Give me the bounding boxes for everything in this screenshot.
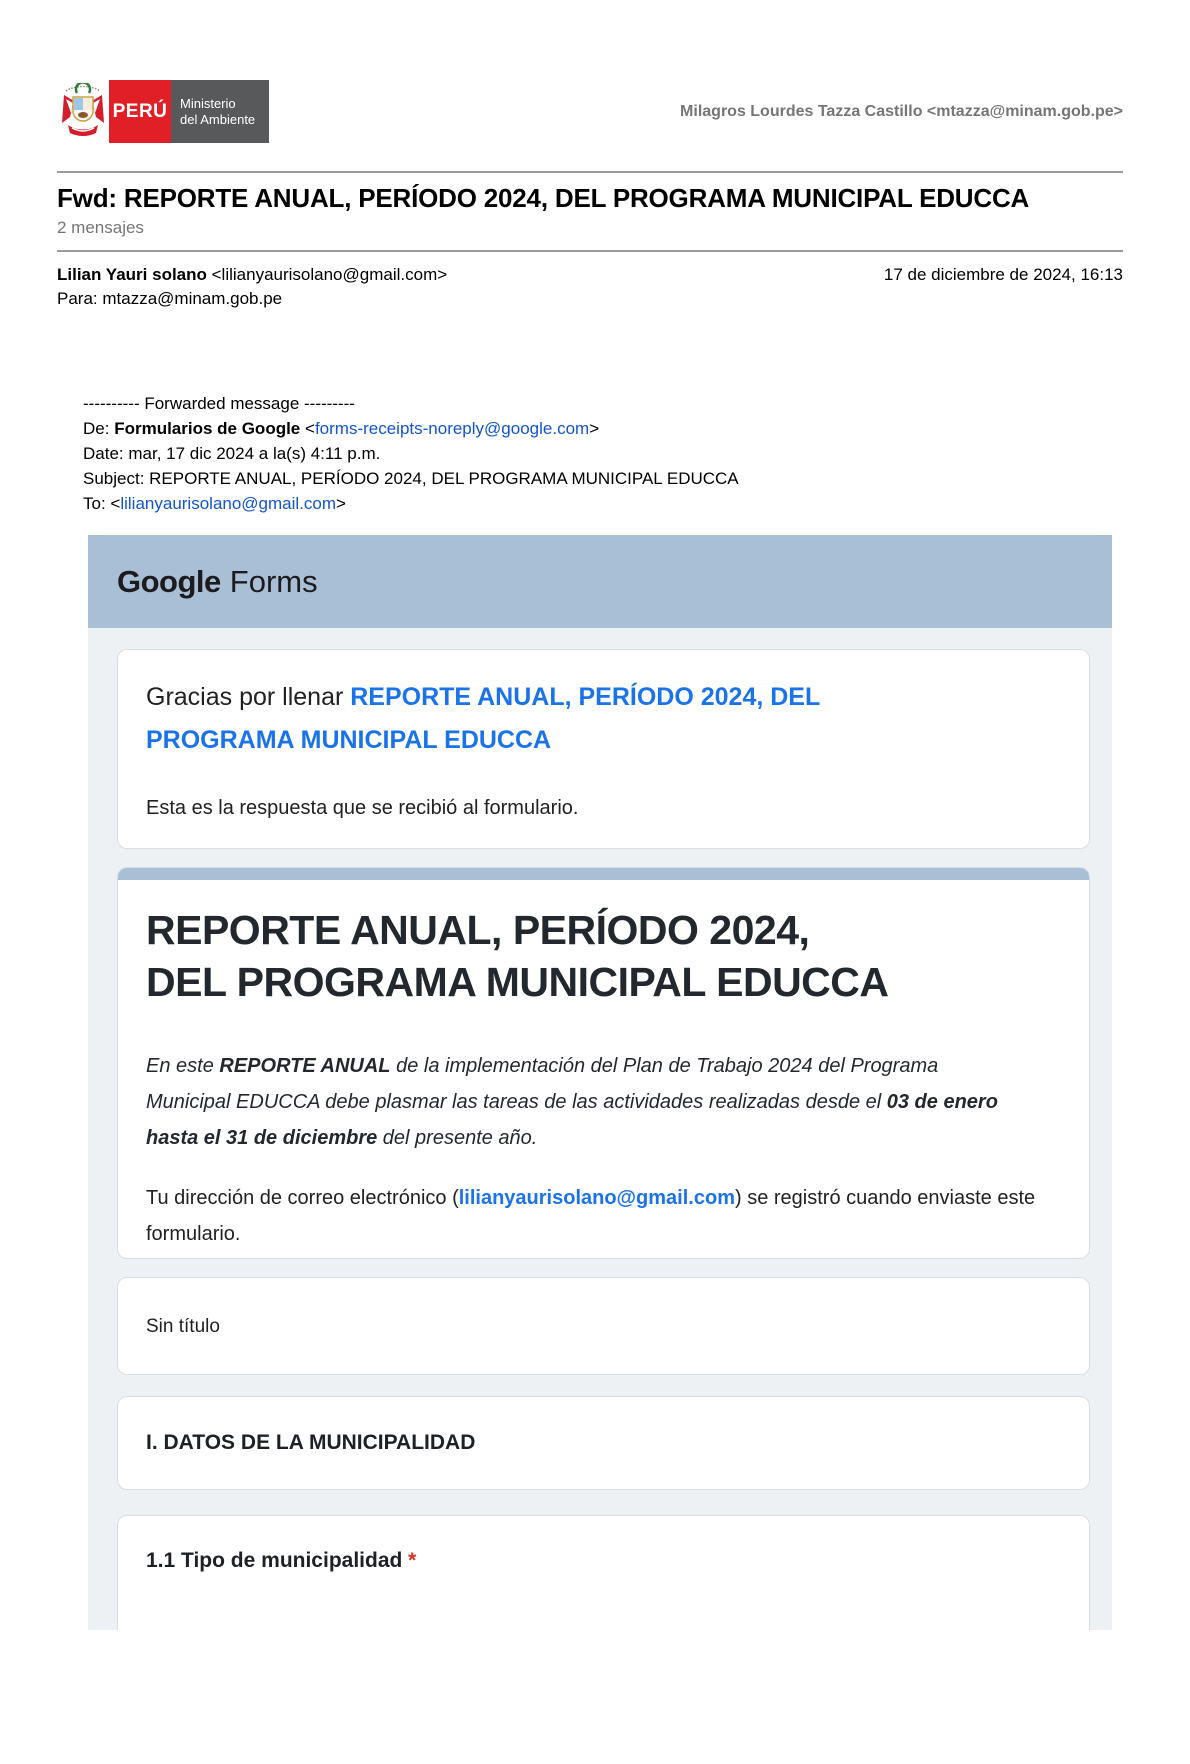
message-date: 17 de diciembre de 2024, 16:13 — [883, 265, 1123, 284]
text-segment: Municipal EDUCCA debe plasmar las tareas de las actividades realizadas desde el — [146, 1091, 887, 1113]
print-page — [0, 80, 1190, 1630]
form-title-link[interactable]: REPORTE ANUAL, PERÍODO 2024, DEL PROGRAMA MUNICIPAL EDUCCA — [146, 683, 820, 754]
sender-line — [57, 264, 447, 285]
thanks-note: Esta es la respuesta que se recibió al formulario. — [146, 797, 579, 819]
thanks-heading — [146, 676, 946, 762]
form-description-line-3 — [146, 1120, 1061, 1156]
text-segment: Tu dirección de correo electrónico ( — [146, 1187, 459, 1209]
form-description-line-2 — [146, 1084, 1061, 1120]
forwarded-from-line — [83, 416, 1123, 441]
text-segment: > — [589, 419, 600, 438]
question-label-row — [118, 1516, 1089, 1630]
forwarded-subject-line: Subject: REPORTE ANUAL, PERÍODO 2024, DEL PROGRAMA MUNICIPAL EDUCCA — [83, 469, 739, 488]
section-heading-card — [117, 1396, 1090, 1490]
form-title-line-1: REPORTE ANUAL, PERÍODO 2024, — [146, 907, 810, 953]
text-segment: del presente año. — [377, 1127, 538, 1149]
peru-coat-of-arms-icon — [57, 80, 109, 143]
print-header — [57, 80, 1123, 143]
sender-row — [57, 264, 1123, 285]
section-heading-label: I. DATOS DE LA MUNICIPALIDAD — [146, 1431, 476, 1454]
form-title-line-2: DEL PROGRAMA MUNICIPAL EDUCCA — [146, 959, 889, 1005]
forwarded-divider: ---------- Forwarded message --------- — [83, 394, 355, 413]
respondent-email-note — [146, 1180, 1041, 1252]
google-forms-receipt — [88, 535, 1112, 1630]
peru-coat-of-arms-graphic — [60, 83, 106, 141]
divider-subject — [57, 250, 1123, 252]
respondent-email-link[interactable]: lilianyaurisolano@gmail.com — [458, 1187, 735, 1209]
ministry-line-2: del Ambiente — [180, 111, 256, 127]
sender-address: <lilianyaurisolano@gmail.com> — [206, 265, 448, 284]
text-segment: To: < — [83, 494, 121, 513]
text-segment: Gracias por llenar — [146, 683, 351, 711]
ministry-logo-block — [171, 80, 269, 143]
required-asterisk: * — [408, 1549, 417, 1572]
text-segment: > — [336, 494, 346, 513]
form-description — [146, 1048, 1061, 1156]
text-segment: De: — [83, 419, 115, 438]
question-label: 1.1 Tipo de municipalidad — [146, 1549, 409, 1572]
form-title-accent-bar — [118, 868, 1089, 880]
form-description-line-1 — [146, 1048, 1061, 1084]
messages-count: 2 mensajes — [57, 218, 144, 237]
question-card — [117, 1515, 1090, 1630]
text-segment: REPORTE ANUAL — [219, 1055, 391, 1077]
forwarded-from-email-link[interactable]: forms-receipts-noreply@google.com — [314, 419, 590, 438]
email-subject: Fwd: REPORTE ANUAL, PERÍODO 2024, DEL PROGRAMA MUNICIPAL EDUCCA — [57, 183, 1030, 213]
text-segment: 03 de enero — [886, 1091, 998, 1113]
text-segment: hasta el 31 de diciembre — [146, 1127, 378, 1149]
minam-logo — [57, 80, 269, 143]
untitled-section-label: Sin título — [146, 1316, 220, 1337]
recipient-line: Para: mtazza@minam.gob.pe — [57, 289, 283, 308]
forms-body — [88, 628, 1112, 1630]
sender-name: Lilian Yauri solano — [57, 265, 207, 284]
forwarded-to-email-link[interactable]: lilianyaurisolano@gmail.com — [120, 494, 337, 513]
divider-top — [57, 171, 1123, 173]
text-segment: < — [300, 419, 315, 438]
ministry-line-1: Ministerio — [180, 95, 236, 111]
untitled-section-card — [117, 1277, 1090, 1375]
text-segment: de la implementación del Plan de Trabajo 2024 del Programa — [390, 1055, 939, 1077]
text-segment: En este — [146, 1055, 220, 1077]
forwarded-to-line — [83, 491, 1123, 516]
account-owner: Milagros Lourdes Tazza Castillo <mtazza@minam.gob.pe> — [680, 102, 1123, 120]
google-forms-logo — [117, 564, 318, 600]
forwarded-header-block — [83, 391, 1123, 516]
peru-logo-text: PERÚ — [112, 100, 168, 122]
text-segment: ) se registró cuando enviaste este formulario. — [146, 1187, 1036, 1245]
google-wordmark: Google — [117, 563, 221, 599]
text-segment: Formularios de Google — [114, 419, 301, 438]
thanks-card — [117, 649, 1090, 849]
forms-wordmark: Forms — [229, 563, 318, 599]
form-title-card — [117, 867, 1090, 1259]
form-title — [146, 904, 1061, 1008]
forwarded-date-line: Date: mar, 17 dic 2024 a la(s) 4:11 p.m. — [83, 444, 381, 463]
peru-logo-block — [109, 80, 171, 143]
forms-header-banner — [88, 535, 1112, 628]
